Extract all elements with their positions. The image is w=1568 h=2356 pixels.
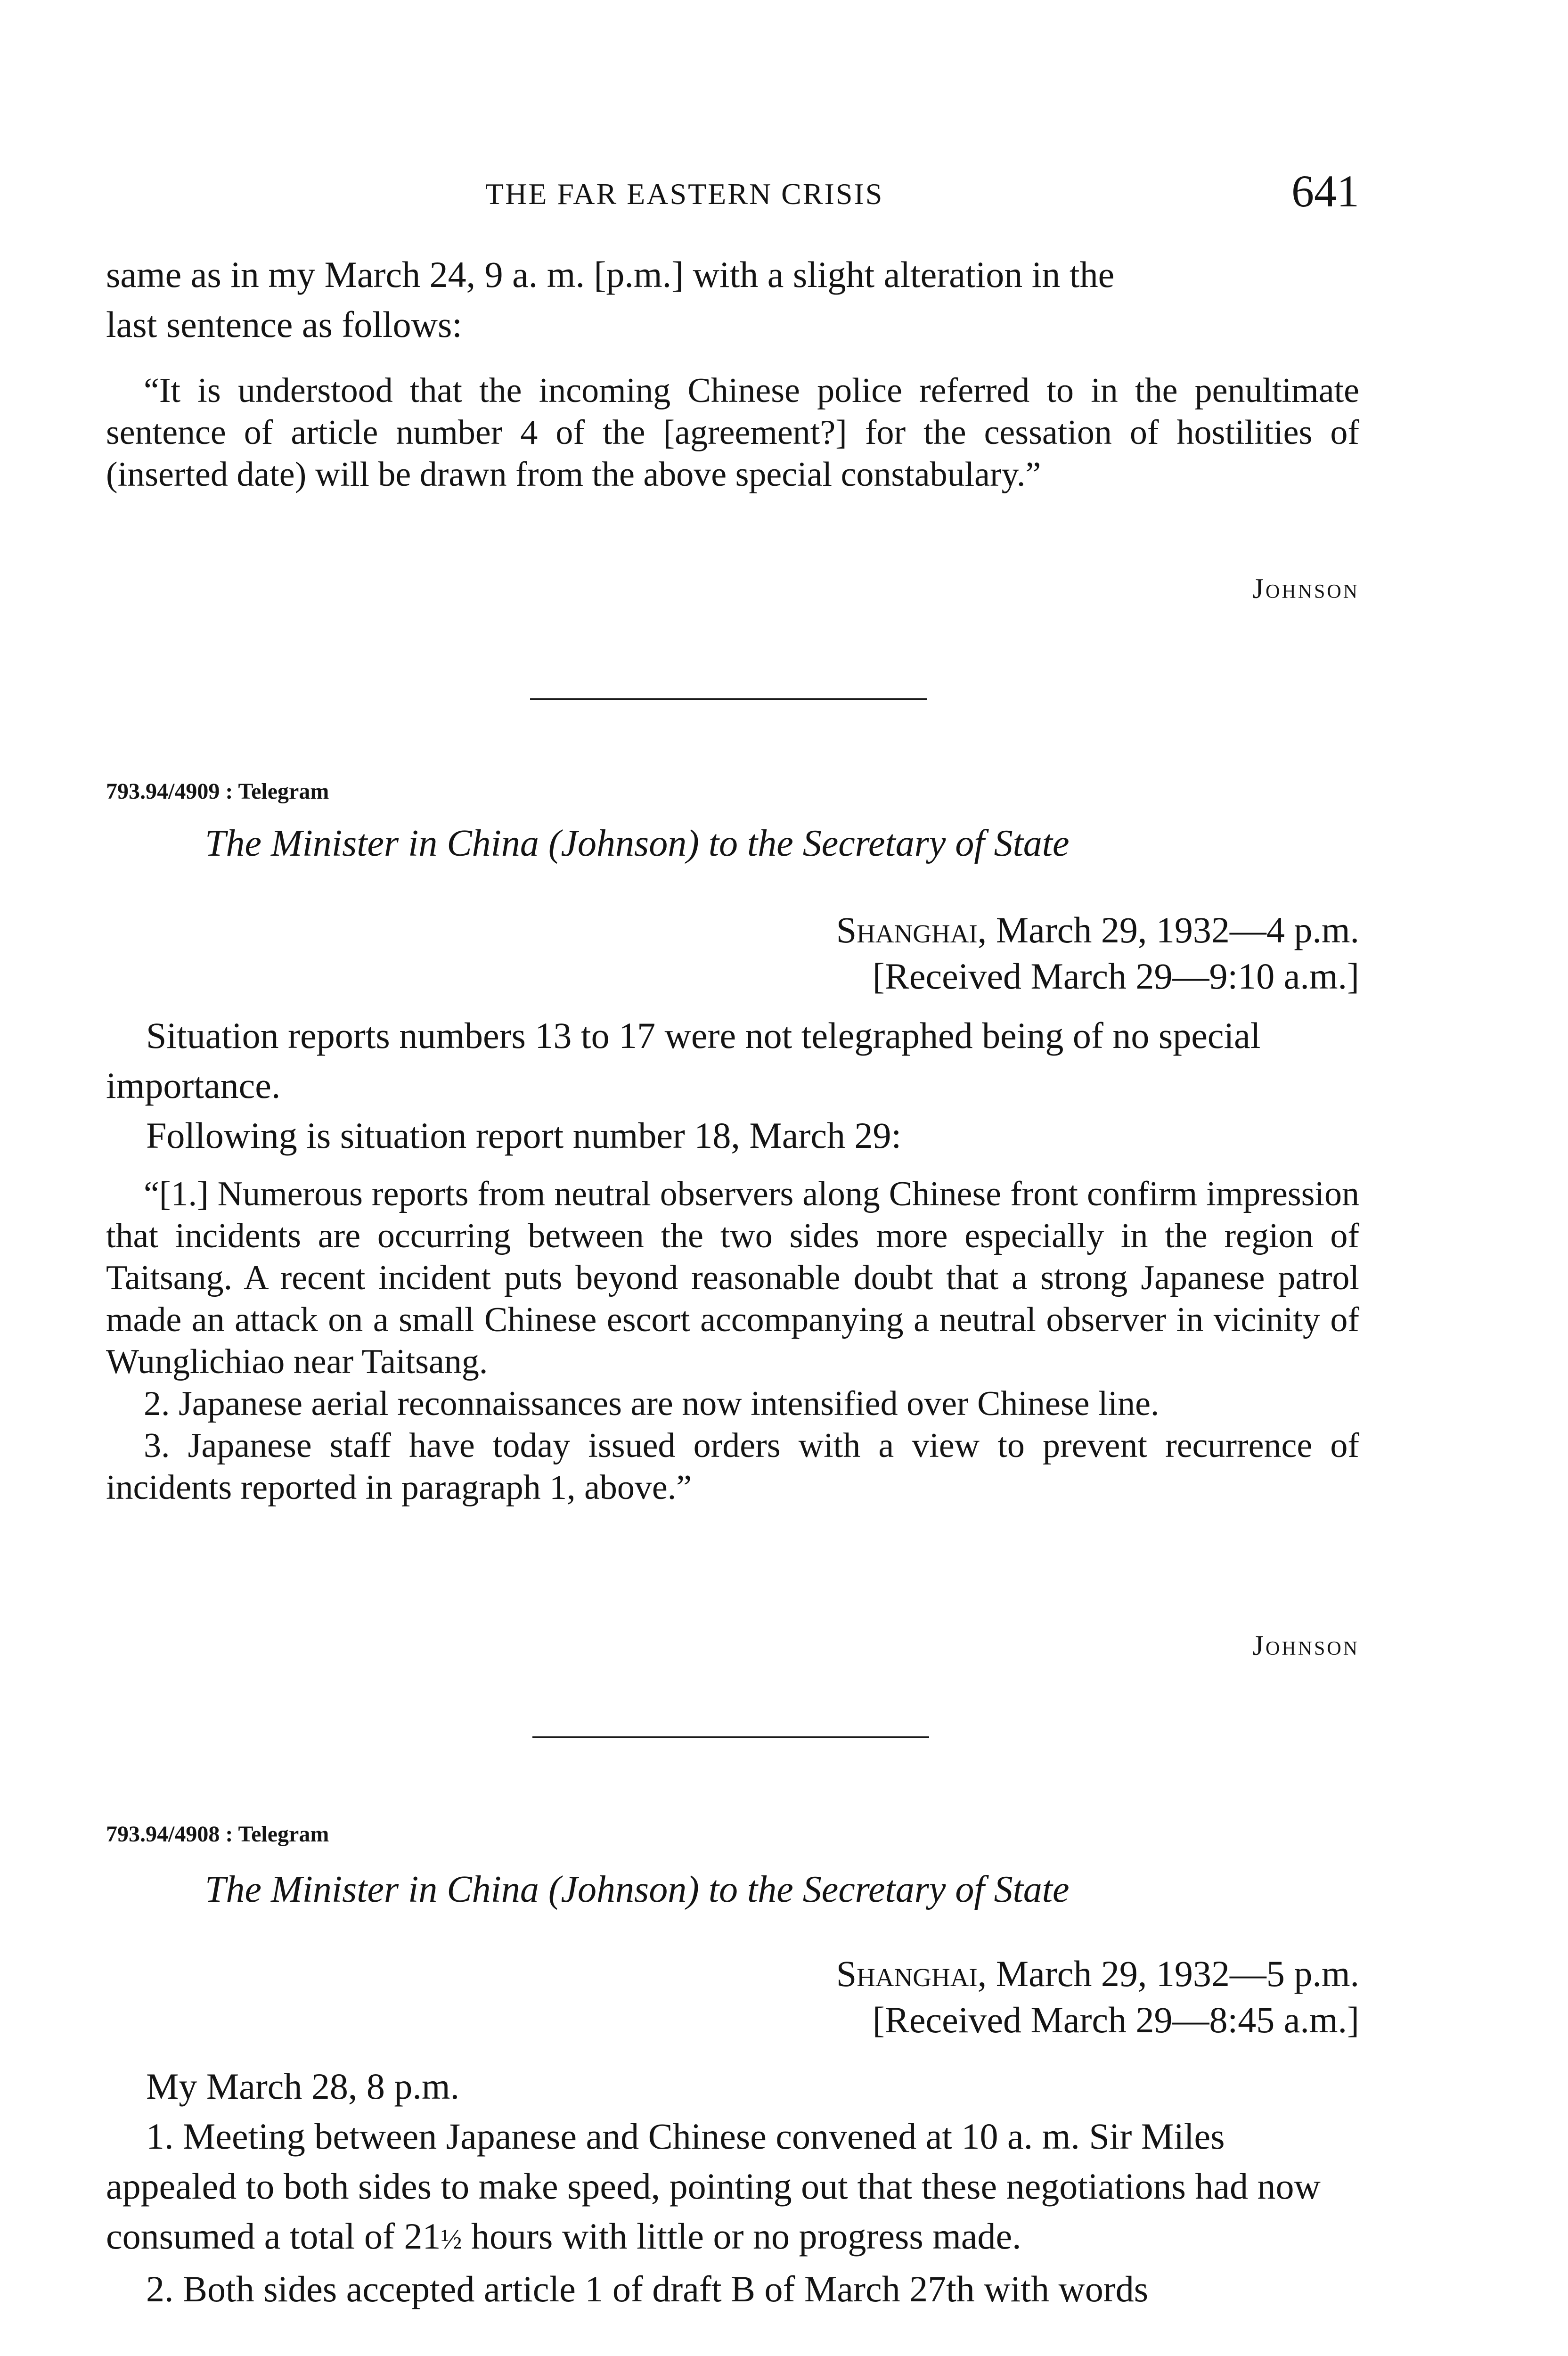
telegram-1-paragraph-1: Situation reports numbers 13 to 17 were not telegraphed being of no special importance. (106, 1015, 1261, 1106)
telegram-1-body (106, 1011, 1359, 1161)
intro-paragraph (106, 250, 1359, 350)
intro-line-2: last sentence as follows: (106, 304, 462, 345)
situation-report-item-2: 2. Japanese aerial reconnaissances are now intensified over Chinese line. (144, 1384, 1160, 1423)
signature-johnson-2: Johnson (1252, 1630, 1359, 1661)
dateline-2-place: Shanghai, (836, 1953, 987, 1994)
telegram-2-body (106, 2062, 1359, 2314)
dateline-1-received: [Received March 29—9:10 a.m.] (872, 956, 1359, 997)
situation-report-item-3: 3. Japanese staff have today issued orders with a view to prevent recurrence of incidents reported in paragraph 1, above.” (106, 1426, 1359, 1507)
intro-quote (106, 370, 1359, 496)
signature-johnson-1: Johnson (1252, 573, 1359, 604)
dateline-1-sent (836, 907, 1359, 953)
page-header (106, 165, 1359, 217)
dateline-2-date: March 29, 1932—5 p.m. (996, 1953, 1359, 1994)
section-divider-2 (532, 1736, 929, 1738)
dateline-2-sent (836, 1951, 1359, 1997)
intro-line-1: same as in my March 24, 9 a. m. [p.m.] with a slight alteration in the (106, 254, 1115, 295)
telegram-2-paragraph-2-end: hours with little or no progress made. (462, 2216, 1021, 2257)
situation-report-item-1: “[1.] Numerous reports from neutral observers along Chinese front confirm impression that incidents are occurring between the two sides more especially in the region of Taitsang. A recent incident puts beyond reasonable doubt that a strong Japanese patrol made an attack on a small Chinese escort accompanying a neutral observer in vicinity of Wunglichiao near Taitsang. (106, 1175, 1359, 1381)
telegram-2-paragraph-1: My March 28, 8 p.m. (146, 2066, 460, 2107)
telegram-title-2: The Minister in China (Johnson) to the Secretary of State (205, 1869, 1070, 1910)
telegram-1-paragraph-2: Following is situation report number 18, March 29: (146, 1115, 902, 1156)
page-number: 641 (1291, 166, 1359, 216)
dateline-2 (836, 1951, 1359, 2043)
running-title: THE FAR EASTERN CRISIS (485, 177, 884, 211)
situation-report-quote (106, 1173, 1359, 1509)
dateline-1-date: March 29, 1932—4 p.m. (996, 909, 1359, 950)
file-reference-4909: 793.94/4909 : Telegram (106, 779, 329, 804)
dateline-2-received: [Received March 29—8:45 a.m.] (872, 1999, 1359, 2040)
telegram-1-signature-row (106, 1629, 1359, 1672)
telegram-2-paragraph-2-start: 1. Meeting between Japanese and Chinese convened at 10 a. m. Sir Miles appealed to both sides to make speed, pointing out that these negotiations had now consumed a total of 21 (106, 2116, 1321, 2257)
dateline-1-place: Shanghai, (836, 909, 987, 950)
telegram-2-paragraph-3: 2. Both sides accepted article 1 of draft B of March 27th with words (146, 2268, 1149, 2309)
intro-signature-row (106, 573, 1359, 615)
telegram-2-paragraph-2 (106, 2111, 1359, 2264)
dateline-1 (836, 907, 1359, 999)
section-divider-1 (530, 698, 927, 700)
telegram-title-1: The Minister in China (Johnson) to the Secretary of State (205, 823, 1070, 864)
fraction-one-half: ½ (441, 2224, 462, 2255)
intro-quote-text: “It is understood that the incoming Chinese police referred to in the penultimate sentence of article number 4 of the [agreement?] for the cessation of hostilities of (inserted date) will be drawn from the above special constabulary.” (106, 371, 1359, 494)
file-reference-4908: 793.94/4908 : Telegram (106, 1822, 329, 1847)
